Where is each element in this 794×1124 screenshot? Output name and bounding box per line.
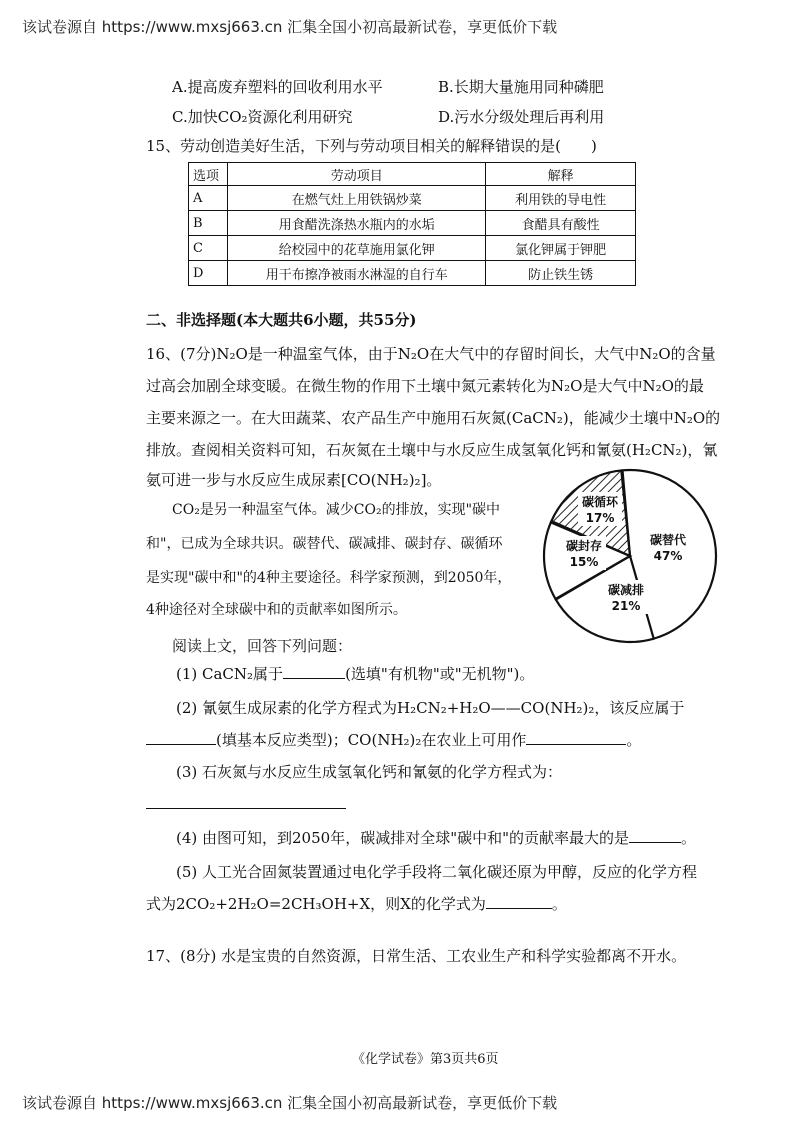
- q16-sub5b-text: 式为2CO₂+2H₂O=2CH₃OH+X，则X的化学式为: [146, 895, 486, 913]
- watermark-label: 该试卷源自: [22, 18, 98, 36]
- pie-label: 21%: [611, 599, 641, 613]
- q16-sub1-text: (1) CaCN₂属于: [176, 665, 284, 683]
- q16-line: 主要来源之一。在大田蔬菜、农产品生产中施用石灰氮(CaCN₂)，能减少土壤中N₂O的: [146, 409, 721, 427]
- watermark-url[interactable]: https://www.mxsj663.cn: [101, 18, 283, 36]
- pie-label: 47%: [653, 549, 683, 563]
- pie-chart-svg: [540, 466, 720, 646]
- answer-blank[interactable]: [146, 730, 216, 745]
- q16-sub4: (4) 由图可知，到2050年，碳减排对全球"碳中和"的贡献率最大的是 。: [176, 829, 697, 847]
- watermark-tagline: 汇集全国小初高最新试卷，享更低价下载: [287, 1094, 558, 1112]
- table-row: [189, 236, 636, 261]
- q15-stem: 15、劳动创造美好生活，下列与劳动项目相关的解释错误的是( ): [146, 137, 597, 155]
- answer-blank[interactable]: [629, 828, 681, 843]
- q16-sub5b: 式为2CO₂+2H₂O=2CH₃OH+X，则X的化学式为 。: [146, 895, 567, 913]
- answer-line[interactable]: [146, 808, 346, 809]
- q16-sub1-tail: (选填"有机物"或"无机物")。: [345, 665, 535, 683]
- pie-label: 15%: [569, 555, 599, 569]
- table-cell: 用干布擦净被雨水淋湿的自行车: [228, 261, 486, 286]
- table-cell: B: [189, 211, 228, 236]
- table-cell: 食醋具有酸性: [486, 211, 636, 236]
- table-cell: A: [189, 186, 228, 211]
- q14-option-a: A.提高废弃塑料的回收利用水平: [172, 78, 383, 96]
- pie-chart: [540, 466, 720, 646]
- q16-sub2b: (填基本反应类型)；CO(NH₂)₂在农业上可用作 。: [146, 730, 641, 750]
- table-header: 解释: [486, 163, 636, 186]
- pie-label: 碳循环: [581, 495, 619, 509]
- q15-table: [188, 162, 636, 286]
- q16-para2-line: 4种途径对全球碳中和的贡献率如图所示。: [146, 602, 407, 618]
- watermark-tagline: 汇集全国小初高最新试卷，享更低价下载: [287, 18, 558, 36]
- pie-label: 碳封存: [565, 539, 603, 553]
- q16-prompt: 阅读上文，回答下列问题：: [172, 637, 353, 655]
- table-cell: D: [189, 261, 228, 286]
- q16-sub3: (3) 石灰氮与水反应生成氢氧化钙和氰氨的化学方程式为：: [176, 763, 563, 781]
- pie-label: 碳替代: [649, 533, 687, 547]
- pie-label: 碳减排: [607, 583, 645, 597]
- q16-para2-line: CO₂是另一种温室气体。减少CO₂的排放，实现"碳中: [172, 502, 501, 518]
- table-row: [189, 211, 636, 236]
- footer-watermark: [22, 1092, 557, 1113]
- table-row: [189, 261, 636, 286]
- table-header: 选项: [189, 163, 228, 186]
- table-header: 劳动项目: [228, 163, 486, 186]
- watermark-url[interactable]: https://www.mxsj663.cn: [101, 1094, 283, 1112]
- q16-line: 过高会加剧全球变暖。在微生物的作用下土壤中氮元素转化为N₂O是大气中N₂O的最: [146, 377, 704, 395]
- q14-option-c: C.加快CO₂资源化利用研究: [172, 108, 353, 126]
- page-footer: 《化学试卷》第3页共6页: [352, 1052, 499, 1067]
- q16-para2-line: 和"，已成为全球共识。碳替代、碳减排、碳封存、碳循环: [146, 536, 503, 552]
- table-cell: 在燃气灶上用铁锅炒菜: [228, 186, 486, 211]
- q17-stem: 17、(8分) 水是宝贵的自然资源，日常生活、工农业生产和科学实验都离不开水。: [146, 947, 687, 965]
- section2-title: 二、非选择题(本大题共6小题，共55分): [146, 311, 417, 329]
- q16-sub2: (2) 氰氨生成尿素的化学方程式为H₂CN₂+H₂O——CO(NH₂)₂，该反应属于: [176, 699, 685, 717]
- watermark-label: 该试卷源自: [22, 1094, 98, 1112]
- table-cell: 用食醋洗涤热水瓶内的水垢: [228, 211, 486, 236]
- answer-blank[interactable]: [486, 894, 552, 909]
- q14-option-b: B.长期大量施用同种磷肥: [438, 78, 604, 96]
- q16-sub2b-text: (填基本反应类型)；CO(NH₂)₂在农业上可用作: [216, 731, 527, 749]
- pie-label: 17%: [585, 511, 615, 525]
- table-header-row: [189, 163, 636, 186]
- answer-blank[interactable]: [283, 664, 345, 679]
- q16-sub1: [176, 664, 534, 684]
- q14-option-d: D.污水分级处理后再利用: [438, 108, 605, 126]
- q16-line: 排放。查阅相关资料可知，石灰氮在土壤中与水反应生成氢氧化钙和氰氨(H₂CN₂)，氰: [146, 441, 718, 459]
- header-watermark: [22, 16, 557, 37]
- q16-sub5: (5) 人工光合固氮装置通过电化学手段将二氧化碳还原为甲醇，反应的化学方程: [176, 863, 698, 881]
- table-cell: 利用铁的导电性: [486, 186, 636, 211]
- table-row: [189, 186, 636, 211]
- table-cell: 防止铁生锈: [486, 261, 636, 286]
- q16-line: 16、(7分)N₂O是一种温室气体，由于N₂O在大气中的存留时间长，大气中N₂O的含量: [146, 345, 716, 363]
- answer-blank[interactable]: [526, 730, 626, 745]
- q16-para2-line: 是实现"碳中和"的4种主要途径。科学家预测，到2050年，: [146, 570, 512, 586]
- table-cell: C: [189, 236, 228, 261]
- table-cell: 氯化钾属于钾肥: [486, 236, 636, 261]
- q16-sub4-text: (4) 由图可知，到2050年，碳减排对全球"碳中和"的贡献率最大的是: [176, 829, 629, 847]
- table-cell: 给校园中的花草施用氯化钾: [228, 236, 486, 261]
- q16-line: 氨可进一步与水反应生成尿素[CO(NH₂)₂]。: [146, 471, 442, 489]
